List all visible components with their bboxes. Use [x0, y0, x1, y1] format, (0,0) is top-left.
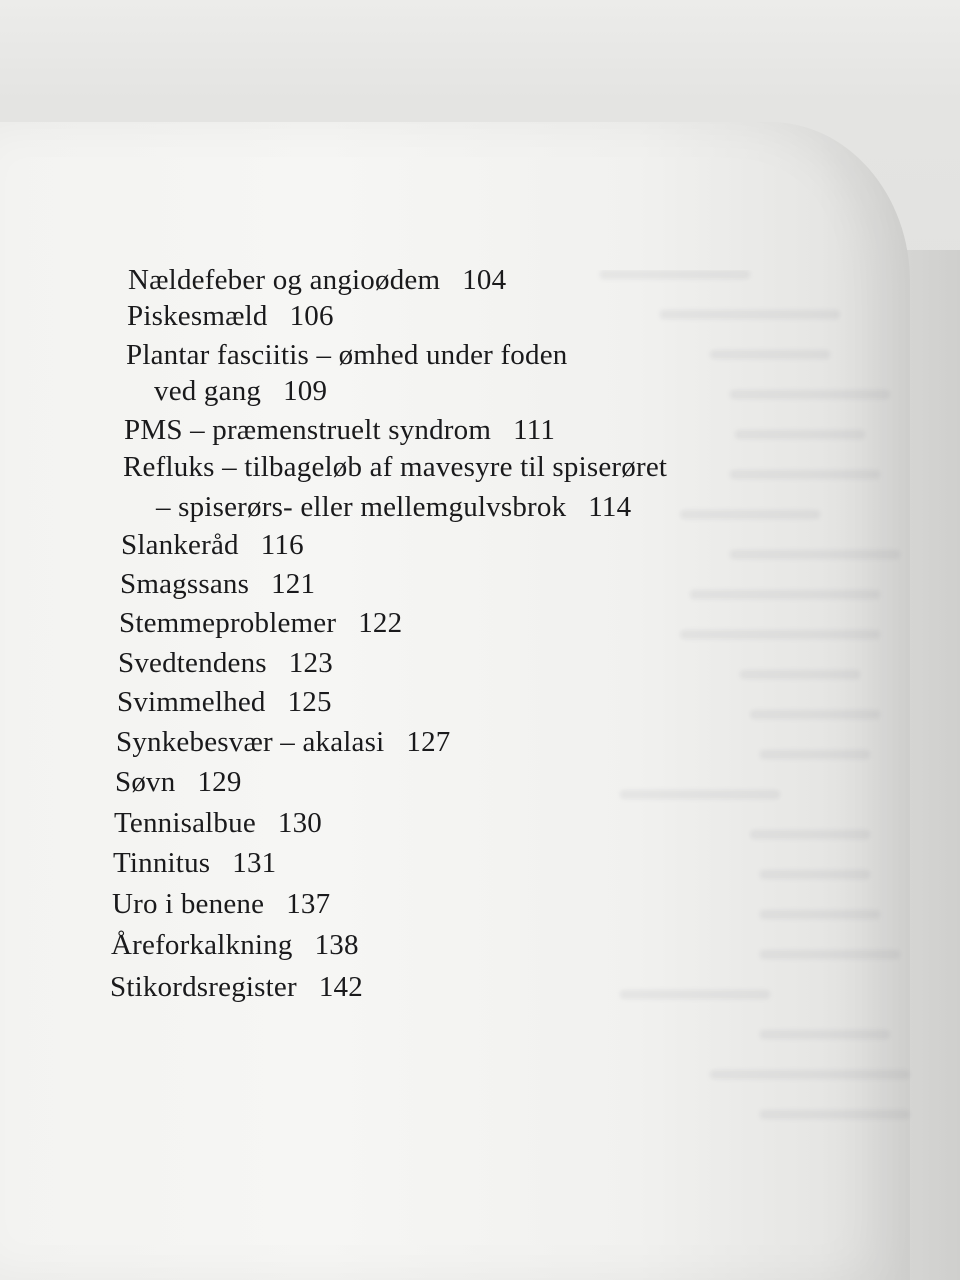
entry-title: Tennisalbue	[114, 807, 256, 839]
entry-page-number: 125	[287, 686, 332, 718]
entry-title: Stikordsregister	[110, 971, 297, 1003]
toc-entry-continuation	[156, 493, 631, 522]
entry-title: Refluks – tilbageløb af mavesyre til spiserøret	[123, 451, 668, 483]
entry-page-number: 137	[286, 888, 331, 920]
entry-title: Stemmeproblemer	[119, 607, 337, 639]
toc-entry	[118, 649, 333, 678]
entry-page-number: 138	[314, 929, 359, 961]
toc-entry	[128, 266, 506, 295]
toc-entry	[117, 688, 332, 717]
entry-title: Slankeråd	[121, 529, 239, 561]
entry-page-number: 129	[197, 766, 242, 798]
toc-entry	[124, 416, 555, 445]
toc-entry	[113, 849, 276, 878]
entry-page-number: 104	[462, 264, 507, 296]
entry-title: Søvn	[115, 766, 176, 798]
entry-title: Tinnitus	[113, 847, 211, 879]
entry-title-continuation: – spiserørs- eller mellemgulvsbrok	[156, 491, 567, 523]
toc-entry	[110, 973, 363, 1002]
entry-title: Piskesmæld	[127, 300, 268, 332]
entry-title: Svedtendens	[118, 647, 267, 679]
toc-entry	[115, 768, 242, 797]
toc-entry	[127, 302, 334, 331]
toc-entry	[111, 931, 359, 960]
entry-title: Smagssans	[120, 568, 250, 600]
entry-page-number: 123	[288, 647, 333, 679]
entry-page-number: 109	[283, 375, 328, 407]
entry-title-continuation: ved gang	[154, 375, 262, 407]
toc-entry	[123, 453, 667, 482]
toc-entry	[119, 609, 402, 638]
entry-page-number: 122	[358, 607, 403, 639]
entry-title: Uro i benene	[112, 888, 265, 920]
entry-page-number: 142	[318, 971, 363, 1003]
toc-entry	[120, 570, 315, 599]
entry-page-number: 111	[513, 414, 556, 446]
entry-page-number: 131	[232, 847, 277, 879]
entry-title: PMS – præmenstruelt syndrom	[124, 414, 492, 446]
toc-entry	[121, 531, 304, 560]
entry-page-number: 114	[588, 491, 632, 523]
entry-page-number: 121	[271, 568, 316, 600]
toc-entry-continuation	[154, 377, 327, 406]
toc-entry	[112, 890, 330, 919]
toc-entry	[126, 341, 567, 370]
toc-entry	[114, 809, 322, 838]
entry-title: Synkebesvær – akalasi	[116, 726, 385, 758]
entry-page-number: 127	[406, 726, 451, 758]
entry-title: Svimmelhed	[117, 686, 266, 718]
entry-page-number: 116	[260, 529, 304, 561]
toc-entry	[116, 728, 450, 757]
entry-page-number: 130	[277, 807, 323, 839]
entry-page-number: 106	[289, 300, 334, 332]
entry-title: Plantar fasciitis – ømhed under foden	[126, 339, 568, 371]
entry-title: Nældefeber og angioødem	[128, 264, 441, 296]
entry-title: Åreforkalkning	[111, 929, 293, 961]
